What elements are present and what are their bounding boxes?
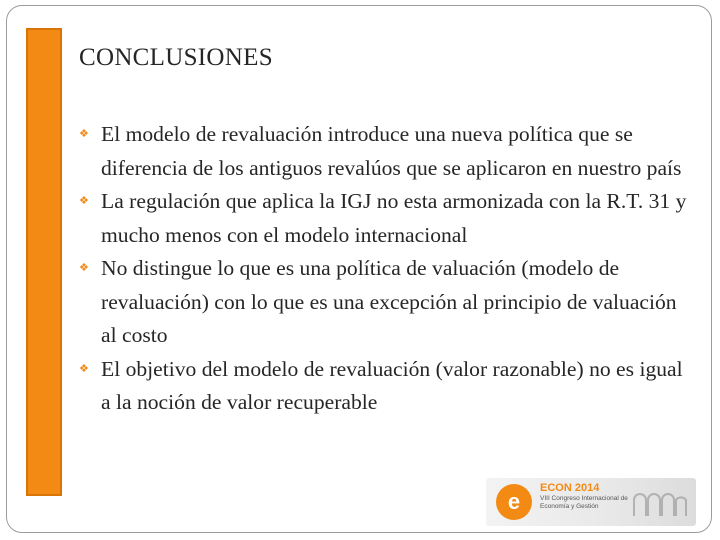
ornate-bullet-icon: ❖ [79,362,89,375]
accent-bar [26,28,62,496]
list-item [78,252,690,353]
bullet-text: El objetivo del modelo de revaluación (valor razonable) no es igual a la noción de valor recuperable [101,356,683,414]
ornate-bullet-icon: ❖ [79,262,89,274]
bullet-text: El modelo de revaluación introduce una nueva política que se diferencia de los antiguos revalúos que se aplicaron en nuestro país [101,122,682,180]
logo-mark: e [496,484,532,520]
ornate-bullet-icon: ❖ [79,128,89,140]
bullet-text: La regulación que aplica la IGJ no esta armonizada con la R.T. 31 y mucho menos con el modelo internacional [101,189,687,247]
econ-2014-logo [486,478,696,526]
list-item [78,185,690,252]
list-item [78,118,690,185]
bullet-text: No distingue lo que es una política de valuación (modelo de revaluación) con lo que es una excepción al principio de valuación al costo [101,256,677,347]
ornate-bullet-icon: ❖ [79,195,89,207]
logo-subtitle: VIII Congreso Internacional de Economía y Gestión [540,495,628,510]
logo-title: ECON 2014 [540,482,600,494]
slide-title: CONCLUSIONES [79,44,273,71]
bullet-list [78,118,690,420]
list-item [78,353,690,420]
arches-icon [632,486,688,518]
